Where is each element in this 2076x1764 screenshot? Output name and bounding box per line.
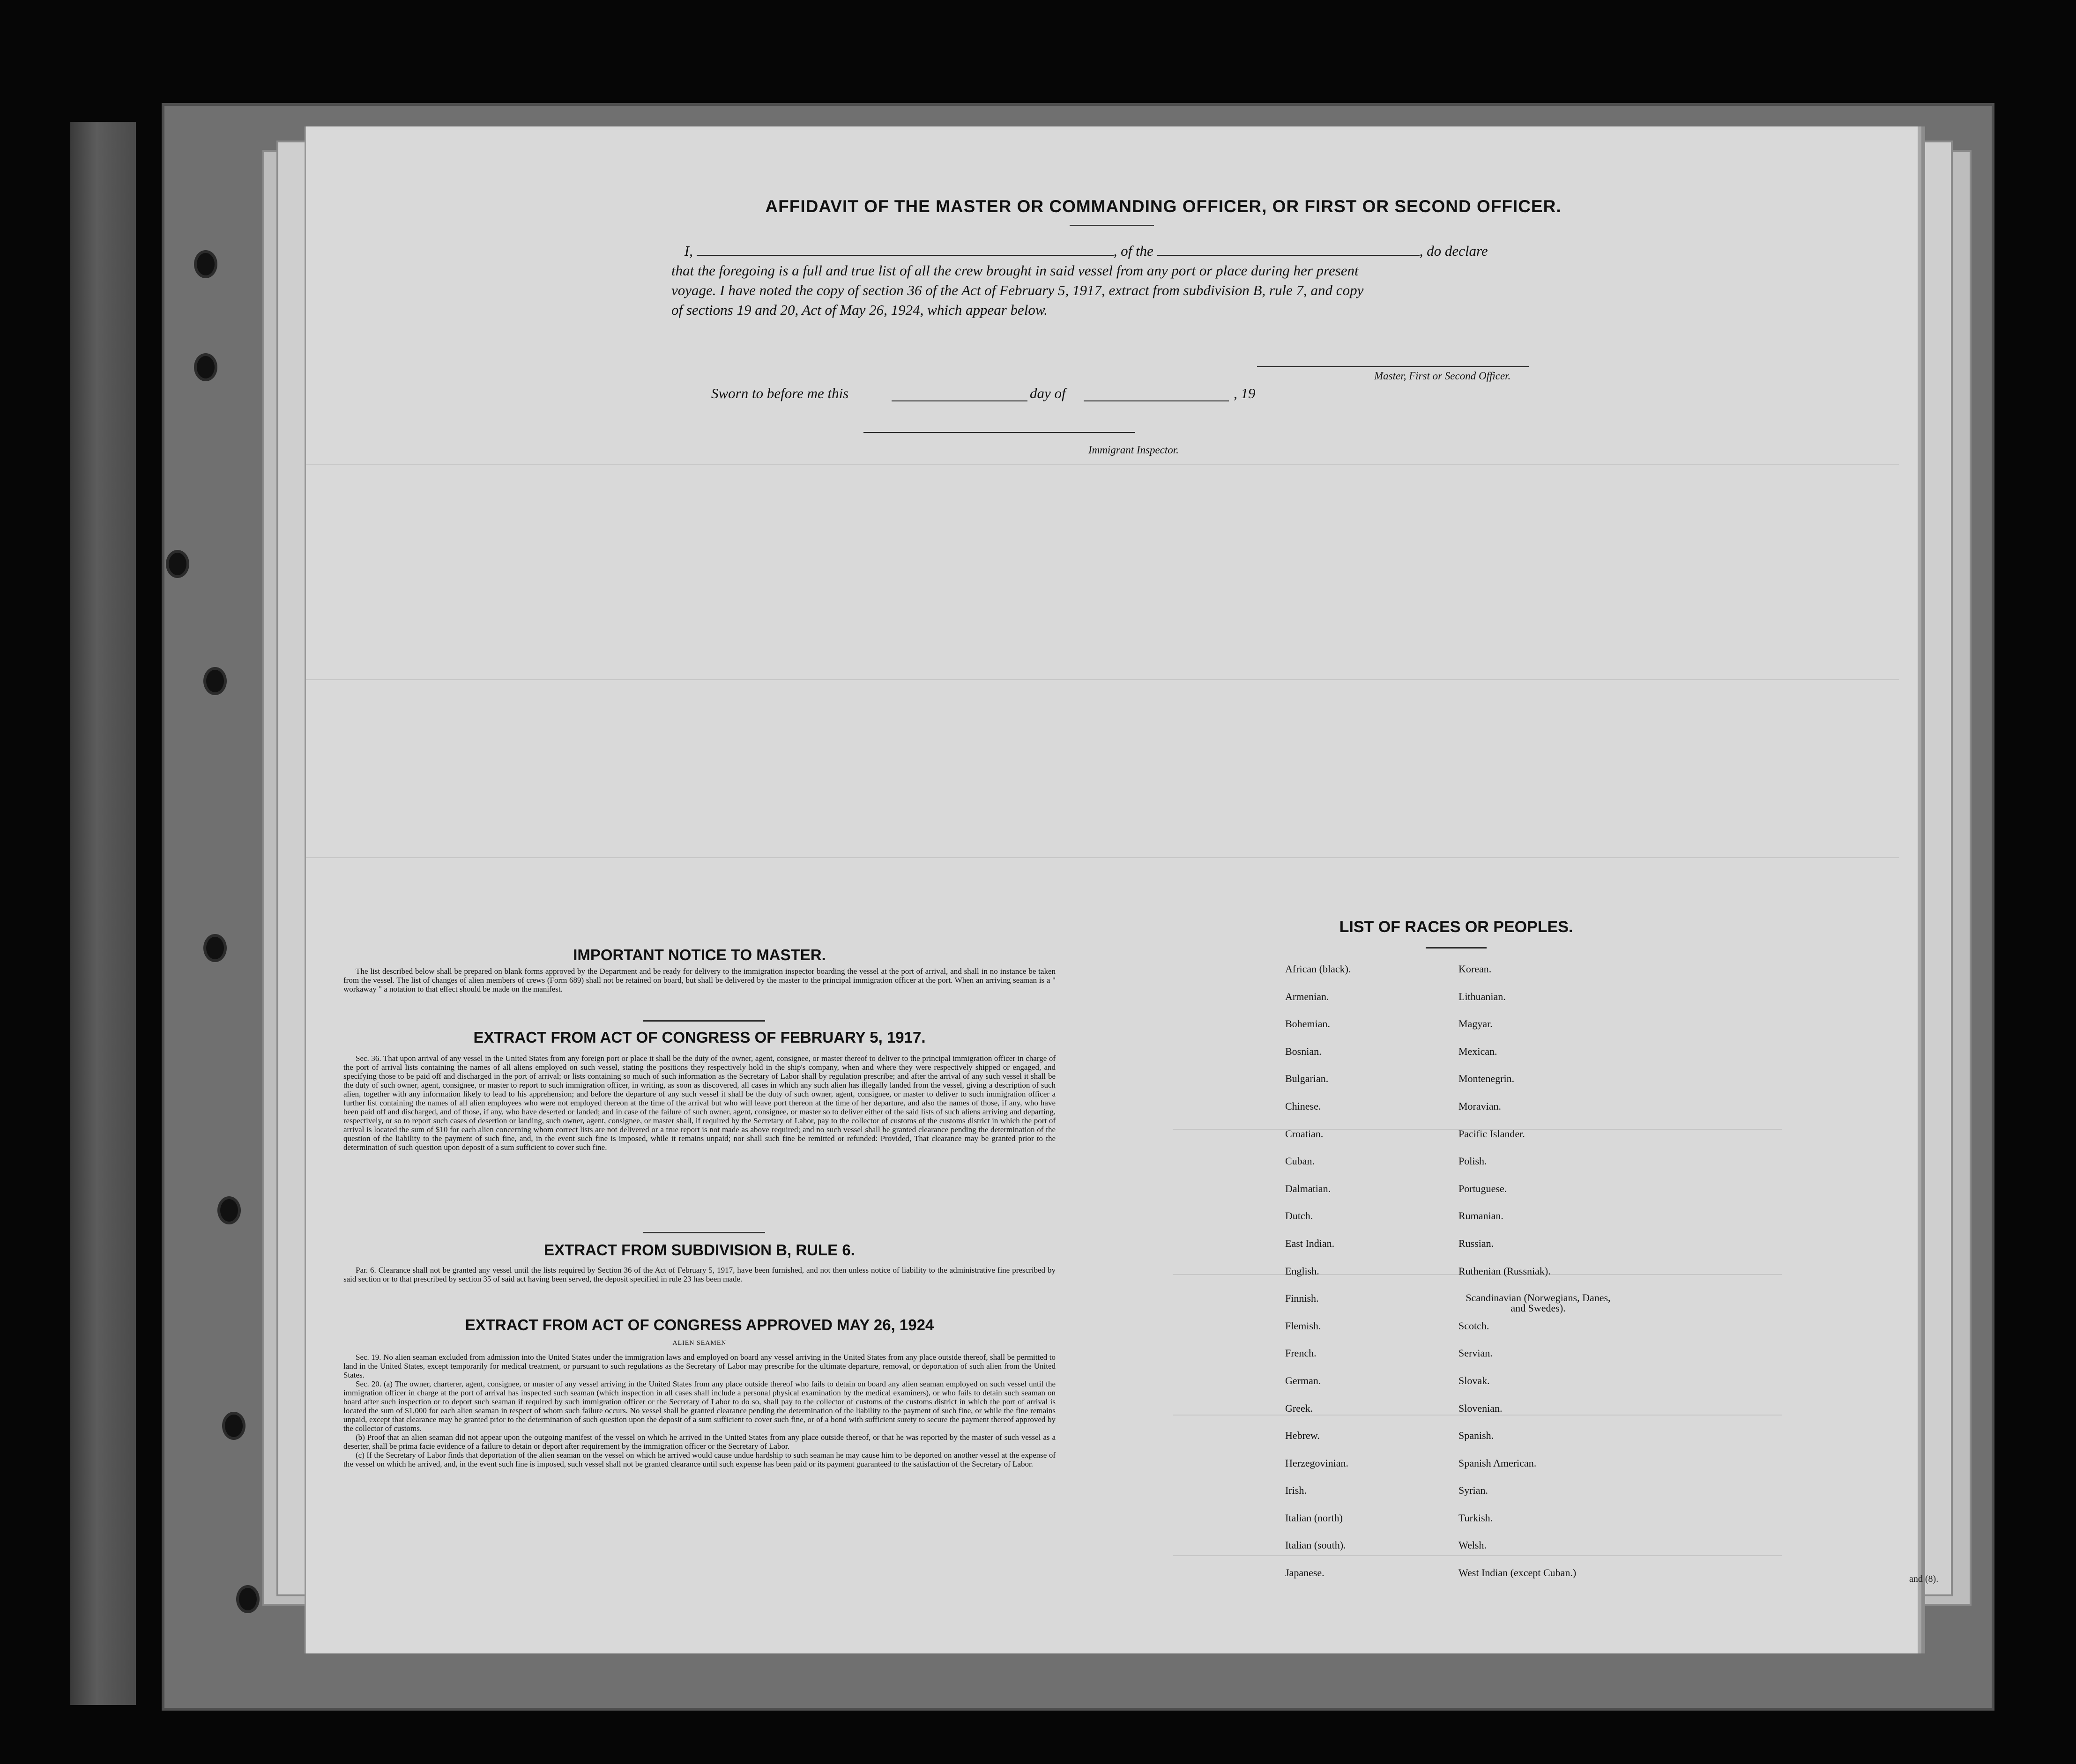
sec-20c: (c) If the Secretary of Labor finds that deportation of the alien seaman on the vessel on which he arrived would cause undue hardship to such seaman he may cause him to be deported on another vessel at the expense of the vessel on which he arrived, and, in the event such fine is imposed, such vessel shall not be granted clearance until such expense has been paid or its payment guaranteed to the satisfaction of the Secretary of Labor.	[343, 1451, 1056, 1468]
race-item: Korean.	[1458, 963, 1492, 975]
races-right-column	[1458, 964, 1618, 1595]
inspector-signature-line[interactable]	[863, 432, 1135, 433]
race-item: Montenegrin.	[1458, 1073, 1515, 1085]
race-item: Scandinavian (Norwegians, Danes, and Swedes).	[1466, 1292, 1611, 1314]
affidavit-body-line: of sections 19 and 20, Act of May 26, 1924, which appear below.	[671, 302, 1048, 318]
race-item: Chinese.	[1285, 1100, 1321, 1112]
race-item: Servian.	[1458, 1347, 1493, 1359]
race-item: Spanish.	[1458, 1430, 1494, 1442]
title-rule	[1070, 225, 1154, 226]
race-item: Turkish.	[1458, 1512, 1493, 1524]
race-item: Bohemian.	[1285, 1018, 1330, 1030]
sworn-prefix: Sworn to before me this	[711, 385, 849, 401]
section-divider	[643, 1020, 765, 1022]
race-item: Moravian.	[1458, 1100, 1502, 1112]
race-item: Greek.	[1285, 1402, 1313, 1414]
extract-rule6-text: Par. 6. Clearance shall not be granted any vessel until the lists required by Section 36 of the Act of February 5, 1917, have been furnished, and not then unless notice of liability to the administrative fine prescribed by said section or to that prescribed by section 35 of said act having been served, the deposit specified in rule 23 has been made.	[343, 1266, 1056, 1283]
race-item: Japanese.	[1285, 1567, 1324, 1579]
races-title: LIST OF RACES OR PEOPLES.	[1339, 918, 1573, 936]
sec-19: Sec. 19. No alien seaman excluded from admission into the United States under the immigration laws and employed on board any vessel arriving in the United States from any place outside thereof, shall be permitted to land in the United States, except temporarily for medical treatment, or pursuant to such regulations as the Secretary of Labor may prescribe for the ultimate departure, removal, or deportation of such alien from the United States.	[343, 1353, 1056, 1379]
binder-hole	[220, 1199, 238, 1222]
race-item: Croatian.	[1285, 1127, 1324, 1140]
race-item: German.	[1285, 1374, 1321, 1386]
race-item: Cuban.	[1285, 1155, 1315, 1167]
race-item: Irish.	[1285, 1484, 1307, 1497]
vessel-blank[interactable]	[1157, 242, 1420, 256]
race-item: Armenian.	[1285, 990, 1329, 1002]
race-item: Pacific Islander.	[1458, 1127, 1525, 1140]
i-label: I,	[684, 243, 693, 259]
races-rule	[1426, 947, 1487, 949]
of-the-label: , of the	[1113, 243, 1153, 259]
inspector-caption: Immigrant Inspector.	[1088, 444, 1179, 456]
race-item: Spanish American.	[1458, 1457, 1537, 1469]
affidavit-title: AFFIDAVIT OF THE MASTER OR COMMANDING OFFICER, OR FIRST OR SECOND OFFICER.	[765, 197, 1562, 216]
affidavit-body-line: voyage. I have noted the copy of section 36 of the Act of February 5, 1917, extract from subdivision B, rule 7, and copy	[671, 282, 1364, 298]
extract-rule6-title: EXTRACT FROM SUBDIVISION B, RULE 6.	[544, 1241, 855, 1259]
race-item: Portuguese.	[1458, 1182, 1507, 1194]
race-item: French.	[1285, 1347, 1317, 1359]
race-item: Slovenian.	[1458, 1402, 1503, 1414]
race-item: Welsh.	[1458, 1539, 1487, 1551]
do-declare-label: , do declare	[1419, 243, 1488, 259]
race-item: Dutch.	[1285, 1210, 1313, 1222]
binder-hole	[239, 1588, 257, 1610]
race-item: Italian (south).	[1285, 1539, 1346, 1551]
affidavit-declaration-line	[671, 241, 1571, 261]
bleed-through-line	[306, 857, 1899, 858]
extract-1924-text	[343, 1353, 1056, 1468]
binder-hole	[206, 670, 224, 692]
binder-hole	[225, 1415, 243, 1437]
race-item: Mexican.	[1458, 1045, 1497, 1057]
name-blank[interactable]	[697, 242, 1114, 256]
sworn-day-blank[interactable]	[892, 400, 1027, 401]
race-item: African (black).	[1285, 963, 1351, 975]
bleed-through-line	[306, 464, 1899, 465]
signature-line[interactable]	[1257, 366, 1529, 367]
signature-caption: Master, First or Second Officer.	[1374, 370, 1511, 382]
race-item: Scotch.	[1458, 1319, 1489, 1332]
extract-1917-text: Sec. 36. That upon arrival of any vessel in the United States from any foreign port or place it shall be the duty of the owner, agent, consignee, or master thereof to deliver to the principal immigration officer in charge of the port of arrival lists containing the names of all aliens employed on such vessel, stating the positions they respectively hold in the ship's company, when and where they were respectively shipped or engaged, and specifying those to be paid off and discharged in the port of arrival; or lists containing so much of such information as the Secretary of Labor shall by regulation prescribe; and after the arrival of any such vessel it shall be the duty of such owner, agent, consignee, or master to report to such immigration officer, in writing, as soon as discovered, all cases in which any such alien has illegally landed from the vessel, giving a description of such alien, together with any information likely to lead to his apprehension; and before the departure of any such vessel it shall be the duty of such owner, agent, consignee, or master to deliver to such immigration officer a further list containing the names of all alien employees who were not employed thereon at the time of the arrival but who will leave port thereon at the time of her departure, and also the names of those, if any, who have been paid off and discharged, and of those, if any, who have deserted or landed; and in case of the failure of such owner, agent, consignee, or master so to deliver either of the said lists of such aliens arriving and departing, respectively, or so to report such cases of desertion or landing, such owner, agent, consignee, or master shall, if required by the Secretary of Labor, pay to the collector of customs of the customs district in which the port of arrival is located the sum of $10 for each alien concerning whom correct lists are not delivered or a true report is not made as above required; and no such vessel shall be granted clearance pending the determination of the question of the liability to the payment of such fine, and, in the event such fine is imposed, while it remains unpaid; nor shall such fine be remitted or refunded: Provided, That clearance may be granted prior to the determination of such question upon deposit of a sum sufficient to cover such fine.	[343, 1054, 1056, 1152]
race-item: Slovak.	[1458, 1374, 1490, 1386]
race-item: Polish.	[1458, 1155, 1487, 1167]
extract-1917-title: EXTRACT FROM ACT OF CONGRESS OF FEBRUARY 5, 1917.	[473, 1029, 926, 1046]
race-item: Lithuanian.	[1458, 990, 1506, 1002]
binder-hole	[169, 553, 186, 575]
race-item: Bulgarian.	[1285, 1073, 1329, 1085]
affidavit-page	[305, 126, 1918, 1653]
binder-strip	[70, 122, 136, 1705]
race-item: Ruthenian (Russniak).	[1458, 1265, 1551, 1277]
race-item: Finnish.	[1285, 1292, 1319, 1304]
notice-title: IMPORTANT NOTICE TO MASTER.	[573, 946, 826, 964]
race-item: Flemish.	[1285, 1319, 1321, 1332]
sec-20a: Sec. 20. (a) The owner, charterer, agent, consignee, or master of any vessel arriving in the United States from any place outside thereof who fails to detain on board any alien seaman employed on such vessel until the immigration officer in charge at the port of arrival has inspected such seaman (which inspection in all cases shall include a personal physical examination by the medical examiners), or who fails to detain such seaman on board after such inspection or to deport such seaman if required by such immigration officer or the Secretary of Labor to do so, shall pay to the collector of customs of the customs district in which the port of arrival is located the sum of $1,000 for each alien seaman in respect of whom such failure occurs. No vessel shall be granted clearance pending the determination of the liability to the payment of such fine, or while the fine remains unpaid, except that clearance may be granted prior to the determination of such question upon the deposit of a sum sufficient to cover such fine, or of a bond with sufficient surety to secure the payment thereof approved by the collector of customs.	[343, 1379, 1056, 1433]
sworn-month-blank[interactable]	[1084, 400, 1229, 401]
bleed-through-line	[306, 679, 1899, 680]
race-item: English.	[1285, 1265, 1319, 1277]
binder-hole	[197, 253, 215, 275]
race-item: East Indian.	[1285, 1237, 1335, 1249]
race-item: Russian.	[1458, 1237, 1494, 1249]
extract-1924-title: EXTRACT FROM ACT OF CONGRESS APPROVED MAY 26, 1924	[465, 1316, 934, 1334]
race-item: Rumanian.	[1458, 1210, 1503, 1222]
race-item: Hebrew.	[1285, 1430, 1320, 1442]
underlying-page-note: and (8).	[1909, 1574, 1939, 1584]
sworn-day-of: day of	[1030, 385, 1066, 401]
race-item: Syrian.	[1458, 1484, 1488, 1497]
races-left-column	[1285, 964, 1351, 1595]
race-item: Dalmatian.	[1285, 1182, 1331, 1194]
race-item: Bosnian.	[1285, 1045, 1322, 1057]
race-item: Magyar.	[1458, 1018, 1493, 1030]
affidavit-body-line: that the foregoing is a full and true list of all the crew brought in said vessel from any port or place during her present	[671, 262, 1359, 279]
binder-hole	[197, 356, 215, 378]
race-item: West Indian (except Cuban.)	[1458, 1567, 1577, 1579]
race-item: Italian (north)	[1285, 1512, 1343, 1524]
sec-20b: (b) Proof that an alien seaman did not appear upon the outgoing manifest of the vessel on which he arrived in the United States from any place outside thereof, or that he was reported by the master of such vessel as a deserter, shall be prima facie evidence of a failure to detain or deport after requirement by the immigration officer or the Secretary of Labor.	[343, 1433, 1056, 1451]
extract-1924-subtitle: ALIEN SEAMEN	[672, 1340, 727, 1347]
notice-text: The list described below shall be prepared on blank forms approved by the Department and be ready for delivery to the immigration inspector boarding the vessel at the port of arrival, and shall in no instance be taken from the vessel. The list of changes of alien members of crews (Form 689) shall not be retained on board, but shall be delivered by the master to the principal immigration officer at the port. When an arriving seaman is a " workaway " a notation to that effect should be made on the manifest.	[343, 967, 1056, 993]
affidavit-body	[671, 241, 1571, 320]
race-item: Herzegovinian.	[1285, 1457, 1348, 1469]
sworn-year: , 19	[1234, 385, 1256, 401]
binder-hole	[206, 937, 224, 959]
section-divider	[643, 1232, 765, 1233]
